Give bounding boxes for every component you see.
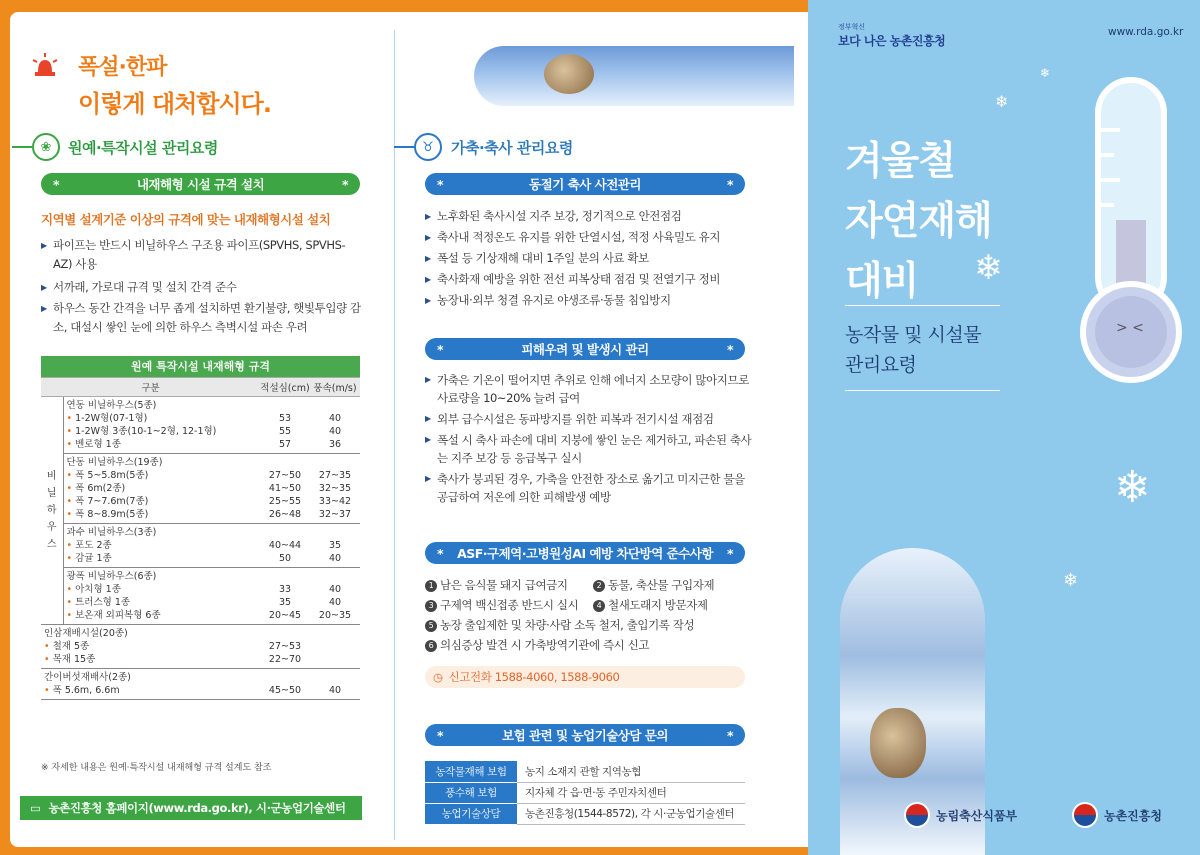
cow-icon: ♉ [414, 133, 442, 161]
cover-divider [845, 305, 1000, 306]
contact-value: 농촌진흥청(1544-8572), 각 시·군농업기술센터 [517, 803, 745, 824]
star-deco-icon: * [437, 341, 444, 357]
list-item: ▶ 서까래, 가로대 규격 및 설치 간격 준수 [41, 278, 363, 297]
orange-subtitle: 지역별 설계기준 이상의 규격에 맞는 내재해형시설 설치 [41, 212, 331, 227]
pill-label: 동절기 축사 사전관리 [529, 177, 641, 192]
snow-depth-cell [260, 396, 310, 453]
sub-item [67, 539, 258, 552]
table-row [41, 523, 360, 567]
bullet-dot-icon: • [66, 438, 76, 450]
horticulture-bullets [41, 236, 363, 337]
heading-accent-line [12, 146, 32, 148]
value-cell: 36 [328, 438, 342, 450]
logo-small-text: 정부혁신 [838, 23, 866, 31]
sub-item [67, 596, 258, 609]
sub-item [67, 469, 258, 482]
list-item: ▶ 축사가 붕괴된 경우, 가축을 안전한 장소로 옮기고 미지근한 물을 공급하여 저온에 의한 피해발생 예방 [425, 470, 755, 506]
cover-url: www.rda.go.kr [1108, 26, 1184, 38]
heading-accent-line [394, 146, 414, 148]
list-item: ▶ 파이프는 반드시 비닐하우스 구조용 파이프(SPVHS, SPVHS-AZ) 사용 [41, 236, 363, 274]
damage-bullets [425, 371, 755, 506]
wind-speed-cell [310, 523, 360, 567]
value-cell: 35 [328, 539, 342, 551]
sub-item-label: 보온재 외피복형 6종 [75, 609, 161, 621]
facility-name: 인삼재배시설(20종) [44, 627, 128, 639]
facility-cell [63, 523, 260, 567]
facility-cell [41, 624, 260, 668]
value-cell: 22~70 [268, 653, 302, 665]
sub-item-label: 1-2W형(07-1형) [75, 412, 148, 424]
facility-name: 단동 비닐하우스(19종) [66, 456, 163, 468]
pill-label: 내재해형 시설 규격 설치 [136, 177, 265, 192]
plant-icon: ❀ [32, 133, 60, 161]
list-item-label: 남은 음식물 돼지 급여금지 [440, 578, 568, 592]
number-badge: 5 [425, 620, 437, 632]
snowflake-icon: ❄ [1063, 570, 1079, 591]
section-horticulture-heading: 원예·특작시설 관리요령 [68, 139, 218, 157]
table-row [425, 782, 745, 803]
value-cell: 32~35 [318, 482, 352, 494]
number-badge: 6 [425, 640, 437, 652]
list-item: ▶ 축사내 적정온도 유지를 위한 단열시설, 적정 사육밀도 유지 [425, 227, 755, 248]
bullet-dot-icon: • [66, 508, 76, 520]
facility-cell [63, 567, 260, 624]
table-footnote: ※ 자세한 내용은 원예·특작시설 내재해형 규격 설계도 참조 [41, 763, 272, 773]
list-item: ▶ 축사화재 예방을 위한 전선 피복상태 점검 및 전열기구 정비 [425, 269, 755, 290]
group-char: 하 [46, 504, 57, 516]
pill-winter-prep [425, 173, 745, 195]
taegeuk-icon [904, 802, 930, 828]
sub-item [44, 640, 257, 653]
contact-key: 농작물재해 보험 [425, 761, 517, 782]
sub-item-label: 벤로형 1종 [75, 438, 121, 450]
sub-item [67, 508, 258, 521]
pill-damage-management [425, 338, 745, 360]
value-cell: 25~55 [268, 495, 302, 507]
value-cell: 53 [278, 412, 292, 424]
facility-name: 광폭 비닐하우스(6종) [66, 570, 157, 582]
bullet-dot-icon: • [66, 495, 76, 507]
number-badge: 1 [425, 580, 437, 592]
bullet-dot-icon: • [66, 596, 76, 608]
list-item-label: 의심증상 발견 시 가축방역기관에 즉시 신고 [440, 638, 650, 652]
list-item: ▶ 폭설 시 축사 파손에 대비 지붕에 쌓인 눈은 제거하고, 파손된 축사는 지주 보강 등 응급복구 실시 [425, 431, 755, 467]
bullet-dot-icon: • [66, 539, 76, 551]
value-cell: 40 [328, 552, 342, 564]
value-cell: 40~44 [268, 539, 302, 551]
sub-item-label: 폭 5~5.8m(5종) [75, 469, 149, 481]
bullet-dot-icon: • [66, 412, 76, 424]
bullet-dot-icon: • [44, 640, 53, 652]
thermometer-icon [1076, 70, 1191, 400]
pill-disaster-resistant-install [41, 173, 360, 195]
value-cell: 50 [278, 552, 292, 564]
pill-label: ASF·구제역·고병원성AI 예방 차단방역 준수사항 [457, 546, 713, 561]
table-title: 원예 특작시설 내재해형 규격 [41, 356, 360, 377]
facility-name: 간이버섯재배사(2종) [44, 671, 131, 683]
bullet-dot-icon: • [66, 583, 76, 595]
sub-item-label: 폭 7~7.6m(7종) [75, 495, 149, 507]
value-cell: 40 [328, 425, 342, 437]
value-cell: 40 [328, 412, 342, 424]
group-label [41, 396, 63, 624]
bullet-dot-icon: • [66, 609, 76, 621]
wind-speed-cell [310, 567, 360, 624]
prep-bullets [425, 206, 755, 311]
report-phone-text: 신고전화 1588-4060, 1588-9060 [448, 670, 620, 684]
value-cell: 40 [328, 583, 342, 595]
homepage-bar-label: 농촌진흥청 홈페이지(www.rda.go.kr), 시·군농업기술센터 [48, 801, 346, 815]
sub-item [44, 653, 257, 666]
sub-item [67, 609, 258, 622]
snow-depth-cell [260, 624, 310, 668]
taegeuk-icon [1072, 802, 1098, 828]
sub-item [44, 684, 257, 697]
contact-value: 지자체 각 읍·면·동 주민자치센터 [517, 782, 745, 803]
value-cell: 33 [278, 583, 292, 595]
facility-name: 과수 비닐하우스(3종) [66, 526, 157, 538]
value-cell: 20~35 [318, 609, 352, 621]
number-badge: 2 [593, 580, 605, 592]
list-item-label: 철새도래지 방문자제 [608, 598, 708, 612]
table-header: 적설심(cm) [260, 377, 310, 396]
snow-depth-cell [260, 668, 310, 699]
snowflake-icon: ❄ [1040, 66, 1051, 80]
sub-item-label: 포도 2종 [75, 539, 112, 551]
star-deco-icon: * [726, 176, 733, 192]
cover-divider [845, 390, 1000, 391]
snowflake-icon: ❄ [995, 92, 1009, 111]
sub-item [67, 552, 258, 565]
value-cell: 33~42 [318, 495, 352, 507]
sub-item [67, 425, 258, 438]
cover-panel [808, 0, 1200, 855]
sub-item-label: 폭 5.6m, 6.6m [52, 684, 120, 696]
facility-cell [63, 453, 260, 523]
sub-item-label: 폭 8~8.9m(5종) [75, 508, 149, 520]
pill-insurance [425, 724, 745, 746]
list-item-label: 동물, 축산물 구입자제 [608, 578, 715, 592]
page-title-line1: 폭설·한파 [78, 55, 167, 80]
value-cell: 45~50 [268, 684, 302, 696]
homepage-bar [20, 796, 362, 820]
group-char: 비 [46, 470, 57, 482]
star-deco-icon: * [341, 176, 348, 192]
value-cell: 27~35 [318, 469, 352, 481]
sub-item [67, 482, 258, 495]
group-char: 우 [46, 521, 57, 533]
monitor-icon: ▭ [30, 801, 41, 815]
siren-icon [30, 52, 60, 78]
star-deco-icon: * [726, 727, 733, 743]
wind-speed-cell [310, 668, 360, 699]
table-header: 풍속(m/s) [310, 377, 360, 396]
clock-icon: ◷ [433, 670, 443, 684]
list-item: ▶ 폭설 등 기상재해 대비 1주일 분의 사료 확보 [425, 248, 755, 269]
list-item: ▶ 농장내·외부 청결 유지로 야생조류·동물 침입방지 [425, 290, 755, 311]
report-phone-banner [425, 666, 745, 688]
bullet-dot-icon: • [66, 482, 76, 494]
snow-photo-top [474, 46, 794, 106]
bullet-dot-icon: • [66, 469, 76, 481]
table-row [41, 624, 360, 668]
list-item [425, 575, 765, 595]
bullet-dot-icon: • [66, 425, 76, 437]
pill-asf-prevention [425, 542, 745, 564]
facility-name: 연동 비닐하우스(5종) [66, 399, 157, 411]
sub-item-label: 폭 6m(2종) [75, 482, 126, 494]
cover-title-line1: 겨울철 [845, 139, 956, 184]
sub-item [67, 495, 258, 508]
value-cell: 27~53 [268, 640, 302, 652]
value-cell: 35 [278, 596, 292, 608]
sub-item [67, 583, 258, 596]
cover-subtitle-line2: 관리요령 [845, 354, 917, 376]
value-cell: 32~37 [318, 508, 352, 520]
sub-item-label: 목재 15종 [52, 653, 96, 665]
cover-title-line3: 대비 [845, 259, 919, 304]
list-item: ▶ 노후화된 축사시설 지주 보강, 정기적으로 안전점검 [425, 206, 755, 227]
snowflake-icon: ❄ [974, 248, 1003, 288]
table-row [41, 396, 360, 453]
sub-item-label: 철재 5종 [52, 640, 90, 652]
star-deco-icon: * [726, 545, 733, 561]
bullet-dot-icon: • [66, 552, 76, 564]
list-item: ▶ 하우스 동간 간격을 너무 좁게 설치하면 환기불량, 햇빛투입량 감소, 대설시 쌓인 눈에 의한 하우스 측벽시설 파손 우려 [41, 299, 363, 337]
sub-item [67, 412, 258, 425]
mafra-label: 농림축산식품부 [936, 808, 1018, 823]
value-cell: 55 [278, 425, 292, 437]
number-badge: 4 [593, 600, 605, 612]
list-item-label: 농장 출입제한 및 차량·사람 소독 철저, 출입기록 작성 [440, 618, 695, 632]
list-item [425, 635, 765, 655]
list-item [425, 595, 765, 615]
value-cell: 40 [328, 596, 342, 608]
contact-value: 농지 소재지 관할 지역농협 [517, 761, 745, 782]
value-cell: 20~45 [268, 609, 302, 621]
snowflake-icon: ❄ [1114, 462, 1151, 513]
rda-footer-logo [1072, 802, 1162, 828]
facility-cell [41, 668, 260, 699]
star-deco-icon: * [726, 341, 733, 357]
table-row [425, 803, 745, 824]
sub-item [67, 438, 258, 451]
list-item: ▶ 가축은 기온이 떨어지면 추위로 인해 에너지 소모량이 많아지므로 사료량을 10~20% 늘려 급여 [425, 371, 755, 407]
asf-numbered-list [425, 575, 765, 655]
value-cell: 40 [328, 684, 342, 696]
wind-speed-cell [310, 396, 360, 453]
cover-subtitle-line1: 농작물 및 시설물 [845, 324, 982, 346]
contact-key: 농업기술상담 [425, 803, 517, 824]
rda-label: 농촌진흥청 [1104, 808, 1162, 823]
bullet-dot-icon: • [44, 684, 53, 696]
table-row [41, 567, 360, 624]
value-cell: 27~50 [268, 469, 302, 481]
pill-label: 보험 관련 및 농업기술상담 문의 [502, 728, 668, 743]
snow-depth-cell [260, 567, 310, 624]
value-cell: 57 [278, 438, 292, 450]
value-cell: 41~50 [268, 482, 302, 494]
sub-item-label: 트러스형 1종 [75, 596, 131, 608]
spec-table [41, 356, 360, 700]
list-item: ▶ 외부 급수시설은 동파방지를 위한 피복과 전기시설 재점검 [425, 410, 755, 428]
sub-item-label: 감귤 1종 [75, 552, 112, 564]
mafra-logo [904, 802, 1017, 828]
star-deco-icon: * [437, 545, 444, 561]
table-header: 구분 [41, 377, 260, 396]
group-char: 스 [46, 538, 57, 550]
number-badge: 3 [425, 600, 437, 612]
table-row [41, 668, 360, 699]
rda-logo: 보다 나은 농촌진흥청 [838, 34, 946, 48]
group-char: 닐 [46, 487, 57, 499]
wind-speed-cell [310, 624, 360, 668]
list-item-label: 구제역 백신접종 반드시 실시 [440, 598, 579, 612]
star-deco-icon: * [437, 727, 444, 743]
table-row [41, 453, 360, 523]
facility-cell [63, 396, 260, 453]
snow-depth-cell [260, 453, 310, 523]
section-livestock-heading: 가축·축사 관리요령 [451, 139, 573, 157]
fold-divider [394, 30, 395, 840]
star-deco-icon: * [437, 176, 444, 192]
bullet-dot-icon: • [44, 653, 53, 665]
value-cell: 26~48 [268, 508, 302, 520]
sub-item-label: 1-2W형 3종(10-1~2형, 12-1형) [75, 425, 217, 437]
star-deco-icon: * [53, 176, 60, 192]
page-title-line2: 이렇게 대처합시다. [78, 90, 271, 118]
svg-text:> <: > < [1116, 320, 1144, 336]
list-item [425, 615, 765, 635]
cover-title-line2: 자연재해 [845, 199, 992, 244]
contact-key: 풍수해 보험 [425, 782, 517, 803]
snow-depth-cell [260, 523, 310, 567]
table-row [425, 761, 745, 782]
contact-table [425, 761, 745, 825]
sub-item-label: 아치형 1종 [75, 583, 121, 595]
pill-label: 피해우려 및 발생시 관리 [521, 342, 649, 357]
wind-speed-cell [310, 453, 360, 523]
